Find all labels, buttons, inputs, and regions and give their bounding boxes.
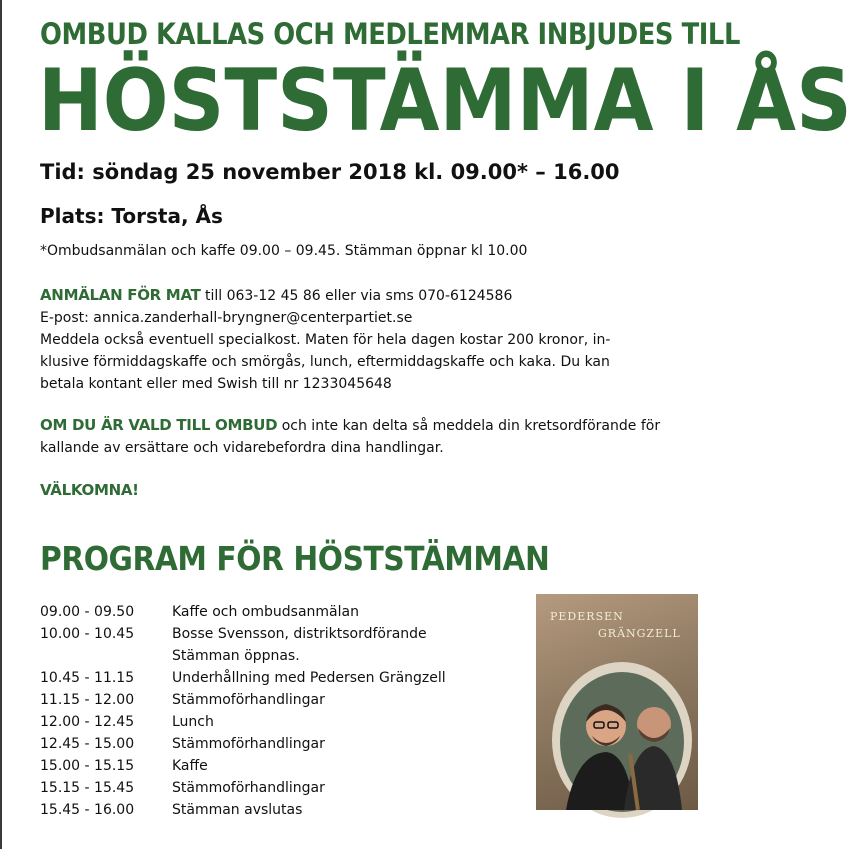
food-info-line-1: Meddela också eventuell specialkost. Maten för hela dagen kostar 200 kronor, in-	[40, 332, 611, 348]
program-row	[40, 733, 512, 755]
page-left-border	[0, 0, 2, 849]
program-time: 12.45 - 15.00	[40, 736, 135, 752]
program-time	[40, 645, 172, 667]
program-description: Kaffe	[172, 758, 208, 774]
program-row	[40, 667, 512, 689]
cover-band-name	[536, 608, 698, 642]
program-description: Stämman öppnas.	[172, 648, 300, 664]
event-time: Tid: söndag 25 november 2018 kl. 09.00* – 16.00	[40, 160, 620, 184]
delegate-section	[40, 414, 700, 459]
delegate-line-1	[40, 414, 700, 437]
invitation-subtitle: OMBUD KALLAS OCH MEDLEMMAR INBJUDES TILL	[40, 17, 740, 51]
program-description: Stämmoförhandlingar	[172, 780, 325, 796]
program-time: 10.45 - 11.15	[40, 670, 135, 686]
program-time: 15.45 - 16.00	[40, 802, 135, 818]
food-registration-heading: ANMÄLAN FÖR MAT	[40, 286, 201, 304]
delegate-text-1: och inte kan delta så meddela din kretsordförande för	[277, 418, 661, 434]
program-time: 15.00 - 15.15	[40, 758, 135, 774]
program-description: Stämmoförhandlingar	[172, 692, 325, 708]
page-title: HÖSTSTÄMMA I ÅS	[38, 51, 852, 151]
program-heading: PROGRAM FÖR HÖSTSTÄMMAN	[40, 539, 550, 578]
program-row	[40, 755, 512, 777]
food-registration-section	[40, 284, 700, 395]
program-row	[40, 689, 512, 711]
welcome-text: VÄLKOMNA!	[40, 481, 139, 499]
program-time: 11.15 - 12.00	[40, 692, 135, 708]
program-time: 10.00 - 10.45	[40, 626, 135, 642]
program-description: Lunch	[172, 714, 214, 730]
food-info-line-3: betala kontant eller med Swish till nr 1233045648	[40, 376, 392, 392]
delegate-text-2: kallande av ersättare och vidarebefordra dina handlingar.	[40, 440, 444, 456]
program-row	[40, 777, 512, 799]
program-row	[40, 645, 512, 667]
program-row	[40, 799, 512, 821]
program-row	[40, 711, 512, 733]
program-description: Bosse Svensson, distriktsordförande	[172, 626, 427, 642]
program-row	[40, 623, 512, 645]
food-registration-line	[40, 284, 700, 307]
food-registration-email: E-post: annica.zanderhall-bryngner@centerpartiet.se	[40, 310, 413, 326]
program-time: 15.15 - 15.45	[40, 780, 135, 796]
program-description: Stämman avslutas	[172, 802, 303, 818]
program-row	[40, 601, 512, 623]
program-description: Underhållning med Pedersen Grängzell	[172, 670, 446, 686]
band-photo-illustration	[536, 644, 698, 810]
program-time: 12.00 - 12.45	[40, 714, 135, 730]
event-note: *Ombudsanmälan och kaffe 09.00 – 09.45. Stämman öppnar kl 10.00	[40, 243, 528, 259]
program-description: Kaffe och ombudsanmälan	[172, 604, 359, 620]
event-place: Plats: Torsta, Ås	[40, 204, 223, 228]
delegate-heading: OM DU ÄR VALD TILL OMBUD	[40, 416, 278, 434]
program-time: 09.00 - 09.50	[40, 604, 135, 620]
food-registration-phone: till 063-12 45 86 eller via sms 070-6124586	[200, 288, 513, 304]
cover-name-first: PEDERSEN	[550, 610, 624, 623]
program-description: Stämmoförhandlingar	[172, 736, 325, 752]
cover-name-second: GRÄNGZELL	[598, 627, 681, 640]
program-list	[40, 601, 512, 821]
band-cover-image	[536, 594, 698, 810]
food-info-line-2: klusive förmiddagskaffe och smörgås, lunch, eftermiddagskaffe och kaka. Du kan	[40, 354, 610, 370]
